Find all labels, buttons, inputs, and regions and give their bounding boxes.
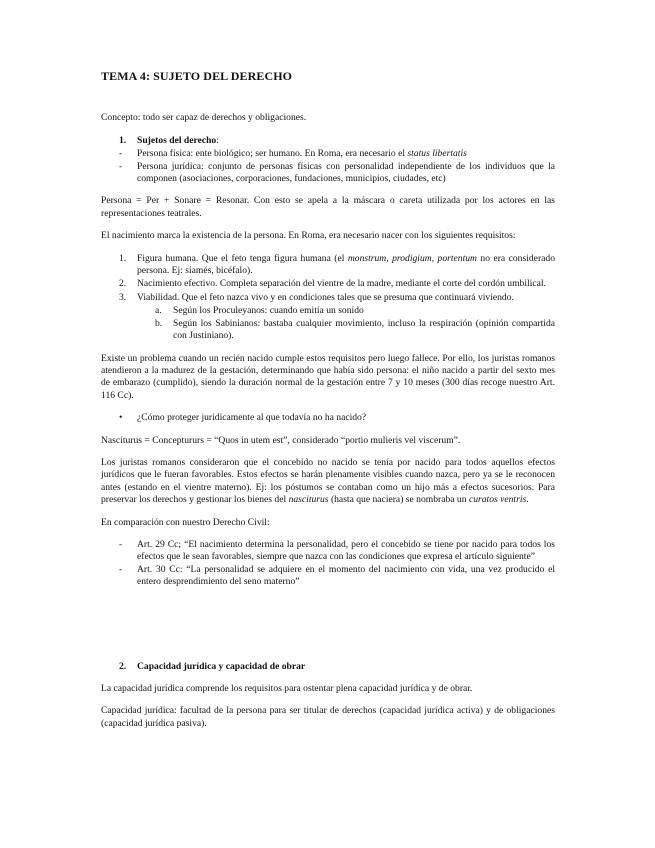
list-item <box>101 253 555 278</box>
sub-letter: b. <box>155 317 163 329</box>
requisito-em: monstrum, prodigium, portentum <box>347 252 477 264</box>
nasciturus-em: nasciturus <box>288 494 329 506</box>
list-item <box>101 318 555 343</box>
section-2-heading <box>101 661 555 673</box>
list-item <box>101 278 555 290</box>
juristas-paragraph <box>101 457 555 507</box>
requisitos-list <box>101 253 555 343</box>
dash-marker: - <box>119 160 123 172</box>
list-item <box>101 539 555 564</box>
requisito-text: Nacimiento efectivo. Completa separación del vientre de la madre, mediante el corte del cordón umbilical. <box>137 278 546 290</box>
list-number: 3. <box>119 291 127 303</box>
requisito-text: Figura humana. Que el feto tenga figura humana (el <box>137 252 348 264</box>
problema-paragraph: Existe un problema cuando un recién nacido cumple estos requisitos pero luego fallece. Por ello, los juristas romanos atendieron a la madurez de la gestación, determinando que había sido persona: el niño nacido a partir del sexto mes de embarazo (cumplido), siendo la duración normal de la gestación entre 7 y 10 meses (300 días recoge nuestro Art. 116 Cc). <box>101 352 555 401</box>
list-item <box>101 292 555 304</box>
pregunta-text: ¿Cómo proteger jurídicamente al que todavía no ha nacido? <box>137 412 367 424</box>
pregunta-item <box>101 412 555 424</box>
dash-marker: - <box>119 538 123 550</box>
sub-letter: a. <box>155 305 162 317</box>
comparacion-paragraph: En comparación con nuestro Derecho Civil: <box>101 516 270 528</box>
list-item <box>101 305 555 317</box>
section-1 <box>101 135 555 186</box>
list-item <box>101 148 555 160</box>
dash-marker: - <box>119 148 123 160</box>
juristas-text: Los juristas romanos consideraron que el concebido no nacido se tenía por nacido para todos aquellos efectos jurídicos que le fueran favorables. Estos efectos se harán plenamente visibles cuando nazca, pero ya se le reconocen antes (estando en el vientre materno). Ej: los póstumos se contaban como un hijo más a efectos sucesorios. Para preservar los derechos y gestionar los bienes del <box>101 456 555 506</box>
capacidad-paragraph-2: Capacidad jurídica: facultad de la persona para ser titular de derechos (capacidad jurídica activa) y de obligaciones (capacidad jurídica pasiva). <box>101 705 555 729</box>
dash-marker: - <box>119 563 123 575</box>
requisito-text-end: no era considerado persona. Ej: siamés, bicéfalo). <box>137 252 555 277</box>
nasciturus-paragraph: Nasciturus = Conceptururs = “Quos in utem est”, considerado “portio mulieris vel viscerum”. <box>101 434 461 446</box>
persona-juridica-text: Persona jurídica: conjunto de personas físicas con personalidad independiente de los individuos que la componen (asociaciones, corporaciones, fundaciones, municipios, ciudades, etc) <box>137 160 555 185</box>
articulo-text: Art. 30 Cc: “La personalidad se adquiere en el momento del nacimiento con vida, una vez producido el entero desprendimiento del seno materno” <box>137 563 555 588</box>
spacer <box>101 589 555 661</box>
list-item <box>101 161 555 186</box>
curatos-em: curatos ventris <box>468 494 527 506</box>
articulos-list <box>101 539 555 589</box>
sub-text: Según los Proculeyanos: cuando emitía un sonido <box>173 305 364 317</box>
juristas-text-end: . <box>526 494 529 506</box>
section-1-title: Sujetos del derecho <box>137 134 217 146</box>
articulo-text: Art. 29 Cc; “El nacimiento determina la personalidad, pero el concebido se tiene por nacido para todos los efectos que le sean favorables, siempre que nazca con las condiciones que expresa el artículo siguiente” <box>137 538 555 563</box>
requisito-text: Viabilidad. Que el feto nazca vivo y en condiciones tales que se presuma que continuará viviendo. <box>137 291 514 303</box>
section-2-title: Capacidad jurídica y capacidad de obrar <box>137 660 306 672</box>
concepto-paragraph: Concepto: todo ser capaz de derechos y obligaciones. <box>101 112 307 124</box>
list-number: 1. <box>119 252 127 264</box>
section-2-number: 2. <box>119 660 127 672</box>
capacidad-paragraph-1: La capacidad jurídica comprende los requisitos para ostentar plena capacidad jurídica y de obrar. <box>101 683 473 694</box>
section-1-number: 1. <box>119 134 127 146</box>
list-item <box>101 564 555 589</box>
juristas-text-mid: (hasta que naciera) se nombraba un <box>328 494 469 506</box>
section-1-colon: : <box>216 134 219 146</box>
list-number: 2. <box>119 278 127 290</box>
section-1-heading <box>101 135 555 147</box>
sub-text: Según los Sabinianos: bastaba cualquier movimiento, incluso la respiración (opinión compartida con Justiniano). <box>173 317 555 342</box>
document-title: TEMA 4: SUJETO DEL DERECHO <box>101 69 293 83</box>
bullet-marker: • <box>119 412 123 424</box>
persona-paragraph: Persona = Per + Sonare = Resonar. Con esto se apela a la máscara o careta utilizada por los actores en las representaciones teatrales. <box>101 195 555 219</box>
status-libertatis: status libertatis <box>407 148 467 160</box>
persona-fisica-text: Persona física: ente biológico; ser humano. En Roma, era necesario el <box>137 148 408 160</box>
nacimiento-paragraph: El nacimiento marca la existencia de la persona. En Roma, era necesario nacer con los siguientes requisitos: <box>101 230 516 242</box>
